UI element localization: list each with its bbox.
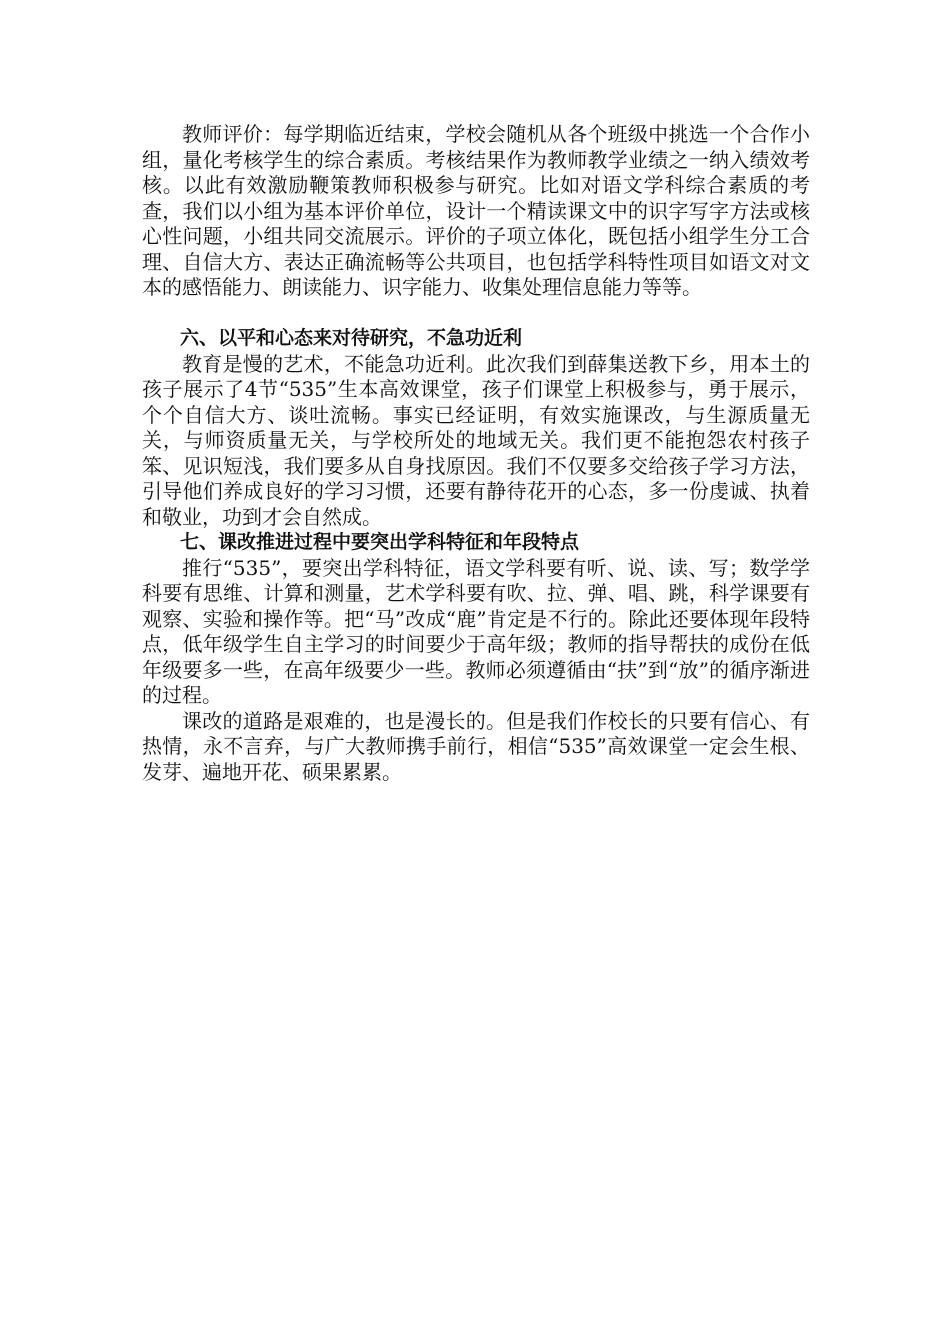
paragraph-spacer <box>142 301 810 327</box>
section-heading-six: 六、以平和心态来对待研究，不急功近利 <box>180 327 523 349</box>
section-heading-seven: 七、课改推进过程中要突出学科特征和年段特点 <box>180 531 580 553</box>
paragraph-teacher-evaluation: 教师评价：每学期临近结束，学校会随机从各个班级中挑选一个合作小组，量化考核学生的综合素质。考核结果作为教师教学业绩之一纳入绩效考核。以此有效激励鞭策教师积极参与研究。比如对语文学科综合素质的考查，我们以小组为基本评价单位，设计一个精读课文中的识字写字方法或核心性问题，小组共同交流展示。评价的子项立体化，既包括小组学生分工合理、自信大方、表达正确流畅等公共项目，也包括学科特性项目如语文对文本的感悟能力、朗读能力、识字能力、收集处理信息能力等等。 <box>142 122 810 299</box>
paragraph-conclusion: 课改的道路是艰难的，也是漫长的。但是我们作校长的只要有信心、有热情，永不言弃，与广大教师携手前行，相信“535”高效课堂一定会生根、发芽、遍地开花、硕果累累。 <box>142 708 810 784</box>
paragraph-slow-art: 教育是慢的艺术，不能急功近利。此次我们到薛集送教下乡，用本土的孩子展示了4节“535”生本高效课堂，孩子们课堂上积极参与，勇于展示，个个自信大方、谈吐流畅。事实已经证明，有效实施课改，与生源质量无关，与师资质量无关，与学校所处的地域无关。我们更不能抱怨农村孩子笨、见识短浅，我们要多从自身找原因。我们不仅要多交给孩子学习方法，引导他们养成良好的学习习惯，还要有静待花开的心态，多一份虔诚、执着和敬业，功到才会自然成。 <box>142 351 810 529</box>
paragraph-subject-features: 推行“535”，要突出学科特征，语文学科要有听、说、读、写；数学学科要有思维、计算和测量，艺术学科要有吹、拉、弹、唱、跳，科学课要有观察、实验和操作等。把“马”改成“鹿”肯定是不行的。除此还要体现年段特点，低年级学生自主学习的时间要少于高年级；教师的指导帮扶的成份在低年级要多一些，在高年级要少一些。教师必须遵循由“扶”到“放”的循序渐进的过程。 <box>142 555 810 707</box>
document-body <box>142 122 810 785</box>
